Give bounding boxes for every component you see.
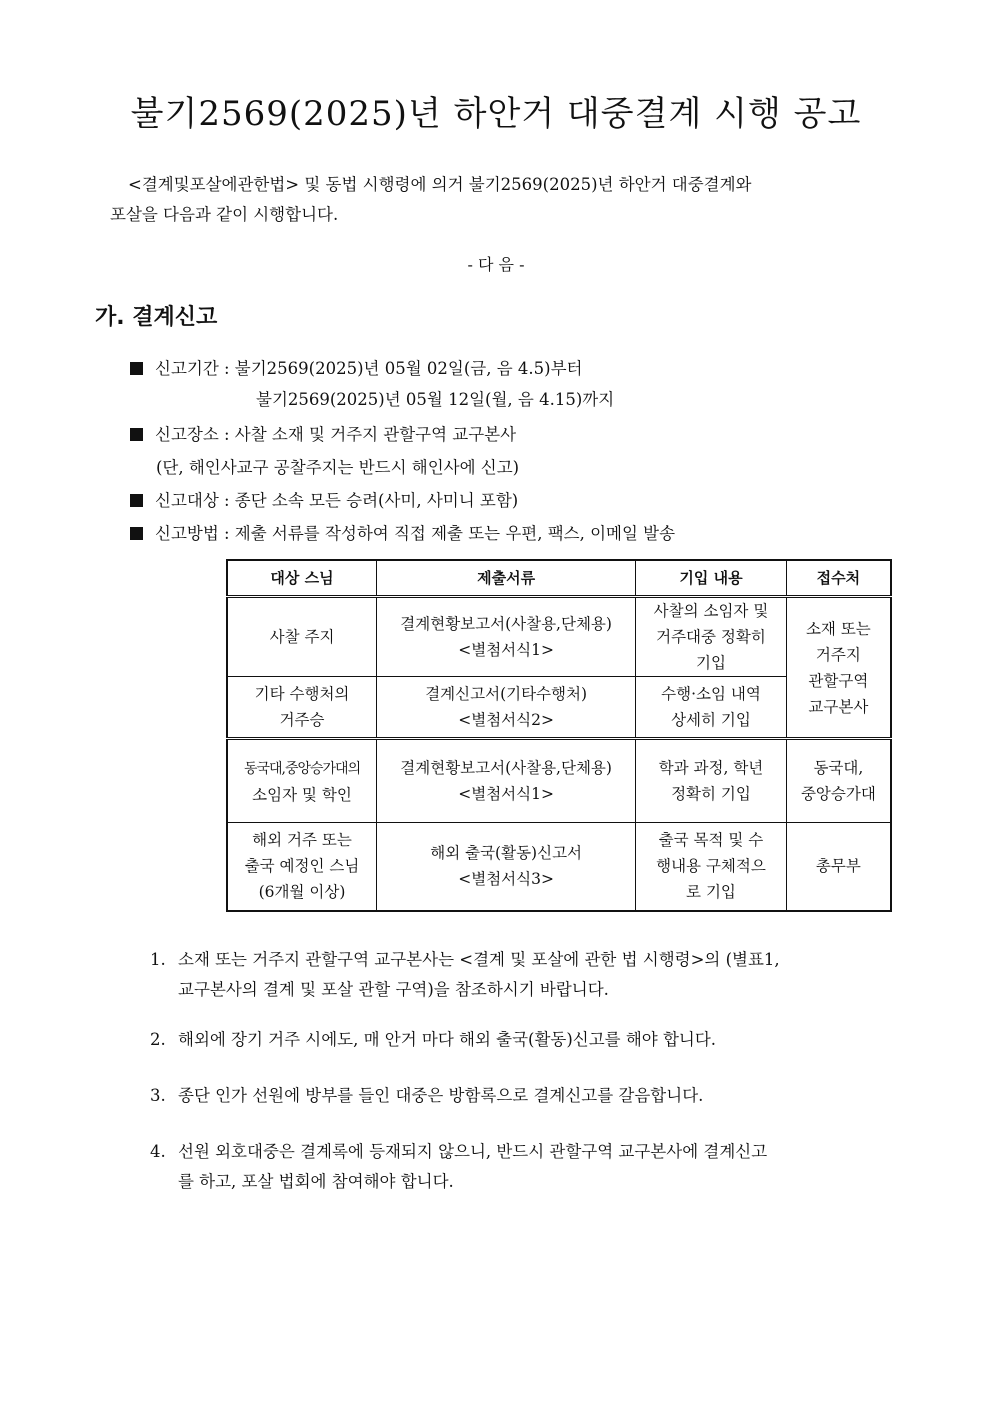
target-line: 신고대상 : 종단 소속 모든 승려(사미, 사미니 포함) [155,491,519,510]
cell-text: 출국 목적 및 수 [658,831,764,850]
cell-text: 동국대,중앙승가대의 [243,760,361,777]
table-cell [786,823,891,911]
note-item-4 [150,1137,895,1197]
cell-text: <별첨서식1> [458,785,554,803]
note-number: 1. [150,950,166,969]
note-number: 4. [150,1142,166,1161]
table-cell [636,823,787,911]
table-cell [636,677,787,739]
cell-text: 관할구역 [808,671,869,690]
cell-text: 수행·소임 내역 [661,685,761,703]
cell-text: 교구본사 [808,697,869,716]
separator: - 다 음 - [467,255,525,274]
method-line: 신고방법 : 제출 서류를 작성하여 직접 제출 또는 우편, 팩스, 이메일 발송 [155,524,676,543]
cell-text: <별첨서식3> [458,870,554,889]
table-cell [636,597,787,677]
cell-text: 소임자 및 학인 [252,785,352,804]
document-title: 불기2569(2025)년 하안거 대중결계 시행 공고 [130,94,862,134]
table-cell [786,739,891,823]
place-item [130,421,516,445]
cell-text: 행내용 구체적으 [656,857,766,876]
cell-text: 거주지 [815,645,861,664]
cell-text: 로 기입 [686,883,736,902]
table-cell [377,739,636,823]
note-item-3 [150,1081,895,1111]
table-cell [377,823,636,911]
cell-text: 사찰 주지 [269,628,335,646]
place-line-2: (단, 해인사교구 공찰주지는 반드시 해인사에 신고) [156,458,520,477]
note-text: 해외에 장기 거주 시에도, 매 안거 마다 해외 출국(활동)신고를 해야 합니다. [178,1030,717,1049]
table-cell [227,677,377,739]
cell-text: (6개월 이상) [258,883,346,902]
cell-text: 정확히 기입 [671,785,751,803]
bullet-square-icon [130,362,143,375]
bullet-square-icon [130,428,143,441]
header-receiving-office: 접수처 [786,560,891,597]
table-cell [377,677,636,739]
cell-text: 결계현황보고서(사찰용,단체용) [400,759,612,777]
intro-line-1: <결계및포살에관한법> 및 동법 시행령에 의거 불기2569(2025)년 하안거 대중결계와 [128,175,752,194]
cell-text: 거주대중 정확히 [656,628,766,646]
table-row [227,823,891,911]
cell-text: <별첨서식2> [458,711,554,729]
submission-table [226,559,892,912]
cell-text: 기입 [696,654,726,672]
note-text: 소재 또는 거주지 관할구역 교구본사는 <결계 및 포살에 관한 법 시행령>의 (별표1, [178,950,780,969]
place-line-1: 신고장소 : 사찰 소재 및 거주지 관할구역 교구본사 [155,425,517,444]
method-item [130,520,675,544]
note-number: 3. [150,1086,166,1105]
note-item-2 [150,1025,895,1055]
cell-text: 학과 과정, 학년 [658,759,764,777]
note-text: 를 하고, 포살 법회에 참여해야 합니다. [178,1172,454,1191]
bullet-square-icon [130,494,143,507]
table-cell [636,739,787,823]
cell-text: 동국대, [813,759,864,777]
table-row [227,739,891,823]
period-line-1: 신고기간 : 불기2569(2025)년 05월 02일(금, 음 4.5)부터 [155,359,583,378]
cell-text: 결계신고서(기타수행처) [425,685,588,703]
table-cell [227,823,377,911]
header-target-monk: 대상 스님 [227,560,377,597]
cell-text: 총무부 [815,857,861,876]
table-header-row [227,560,891,597]
cell-text: 해외 거주 또는 [252,831,352,850]
cell-text: 출국 예정인 스님 [244,857,360,876]
period-line-2: 불기2569(2025)년 05월 12일(월, 음 4.15)까지 [256,390,615,409]
intro-line-2: 포살을 다음과 같이 시행합니다. [110,205,339,224]
header-documents: 제출서류 [377,560,636,597]
cell-text: 결계현황보고서(사찰용,단체용) [400,615,612,633]
cell-text: 해외 출국(활동)신고서 [430,844,583,863]
target-item [130,487,518,511]
cell-text: 기타 수행처의 [254,685,350,703]
table-cell [227,739,377,823]
cell-text: 소재 또는 [805,619,871,638]
bullet-square-icon [130,527,143,540]
cell-text: 거주승 [279,711,325,729]
header-entry-content: 기입 내용 [636,560,787,597]
note-text: 교구본사의 결계 및 포살 관할 구역)을 참조하시기 바랍니다. [178,980,609,999]
note-text: 종단 인가 선원에 방부를 들인 대중은 방함록으로 결계신고를 갈음합니다. [178,1086,704,1105]
cell-text: 사찰의 소임자 및 [653,602,769,620]
cell-text: <별첨서식1> [458,641,554,659]
cell-text: 상세히 기입 [671,711,751,729]
cell-text: 중앙승가대 [800,785,876,803]
table-cell [377,597,636,677]
table-cell [227,597,377,677]
note-item-1 [150,945,895,1005]
note-text: 선원 외호대중은 결계록에 등재되지 않으니, 반드시 관할구역 교구본사에 결계신고 [178,1142,768,1161]
table-cell [786,597,891,739]
period-item [130,355,582,379]
note-number: 2. [150,1030,166,1049]
section-title: 가. 결계신고 [95,305,218,330]
table-row [227,597,891,677]
